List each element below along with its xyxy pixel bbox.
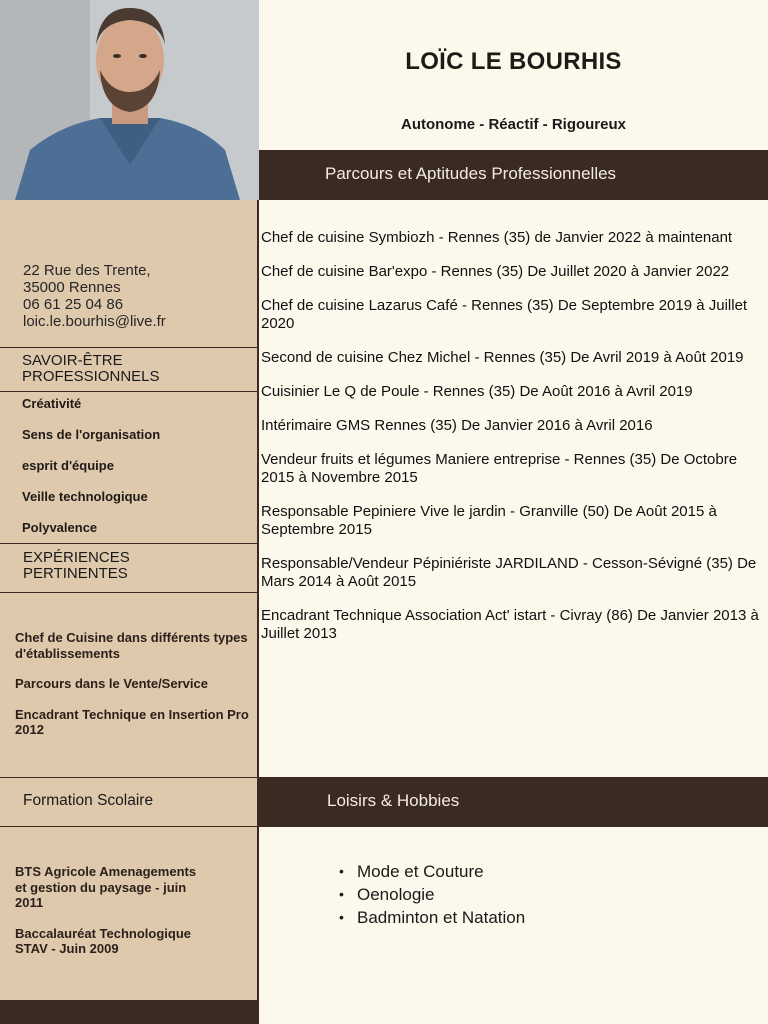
job-item: Chef de cuisine Lazarus Café - Rennes (35) De Septembre 2019 à Juillet 2020 [261,297,748,332]
person-name: LOÏC LE BOURHIS [405,48,622,75]
divider [0,826,259,827]
hobby-item: • Badminton et Natation [337,906,525,929]
list-item: Veille technologique [22,489,148,504]
job-item: Second de cuisine Chez Michel - Rennes (35) De Avril 2019 à Août 2019 [261,349,744,366]
hobby-item: • Mode et Couture [337,860,525,883]
job-item: Responsable/Vendeur Pépiniériste JARDILAND - Cesson-Sévigné (35) De Mars 2014 à Août 2015 [261,555,757,590]
contact-block [23,262,166,330]
left-sidebar [0,0,259,1024]
list-item: Sens de l'organisation [22,427,161,442]
job-item: Cuisinier Le Q de Poule - Rennes (35) De Août 2016 à Avril 2019 [261,383,693,400]
list-item: Parcours dans le Vente/Service [15,676,208,691]
experiences-list [15,630,255,753]
job-item: Chef de cuisine Symbiozh - Rennes (35) de Janvier 2022 à maintenant [261,229,733,246]
divider [0,543,259,544]
tagline: Autonome - Réactif - Rigoureux [400,116,626,133]
divider [0,777,259,778]
experiences-title-2: PERTINENTES [23,565,128,582]
divider [0,391,259,392]
job-item: Intérimaire GMS Rennes (35) De Janvier 2016 à Avril 2016 [261,417,653,434]
savoir-etre-heading [22,353,160,385]
contact-street: 22 Rue des Trente, [23,262,151,279]
parcours-title: Parcours et Aptitudes Professionnelles [325,164,617,183]
divider [0,347,259,348]
contact-phone[interactable]: 06 61 25 04 86 [23,296,124,313]
formation-heading [23,793,153,809]
formation-list [15,864,255,972]
experiences-heading [23,550,130,582]
profile-photo [0,0,259,200]
list-item: esprit d'équipe [22,458,114,473]
job-item: Vendeur fruits et légumes Maniere entreprise - Rennes (35) De Octobre 2015 à Novembre 2015 [261,451,738,486]
savoir-etre-title-2: PROFESSIONNELS [22,368,160,385]
contact-email[interactable]: loic.le.bourhis@live.fr [23,313,166,330]
bottom-bar [0,1000,259,1024]
contact-city: 35000 Rennes [23,279,121,296]
experiences-title-1: EXPÉRIENCES [23,549,130,566]
divider [0,592,259,593]
list-item: BTS Agricole Amenagements et gestion du paysage - juin 2011 [15,864,197,910]
job-item: Encadrant Technique Association Act' istart - Civray (86) De Janvier 2013 à Juillet 2013 [261,607,759,642]
loisirs-title: Loisirs & Hobbies [327,791,460,810]
savoir-etre-title-1: SAVOIR-ÊTRE [22,352,123,369]
job-item: Responsable Pepiniere Vive le jardin - Granville (50) De Août 2015 à Septembre 2015 [261,503,717,538]
hobby-item: • Oenologie [337,883,525,906]
hobbies-list [337,860,525,929]
main-content [259,0,768,1024]
loisirs-band [259,777,768,827]
list-item: Polyvalence [22,520,98,535]
list-item: Baccalauréat Technologique STAV - Juin 2009 [15,925,192,956]
list-item: Encadrant Technique en Insertion Pro 2012 [15,706,249,737]
parcours-band [259,150,768,200]
job-list [261,229,761,659]
list-item: Créativité [22,396,82,411]
job-item: Chef de cuisine Bar'expo - Rennes (35) De Juillet 2020 à Janvier 2022 [261,263,730,280]
list-item: Chef de Cuisine dans différents types d'établissements [15,630,248,661]
formation-title: Formation Scolaire [23,792,154,809]
